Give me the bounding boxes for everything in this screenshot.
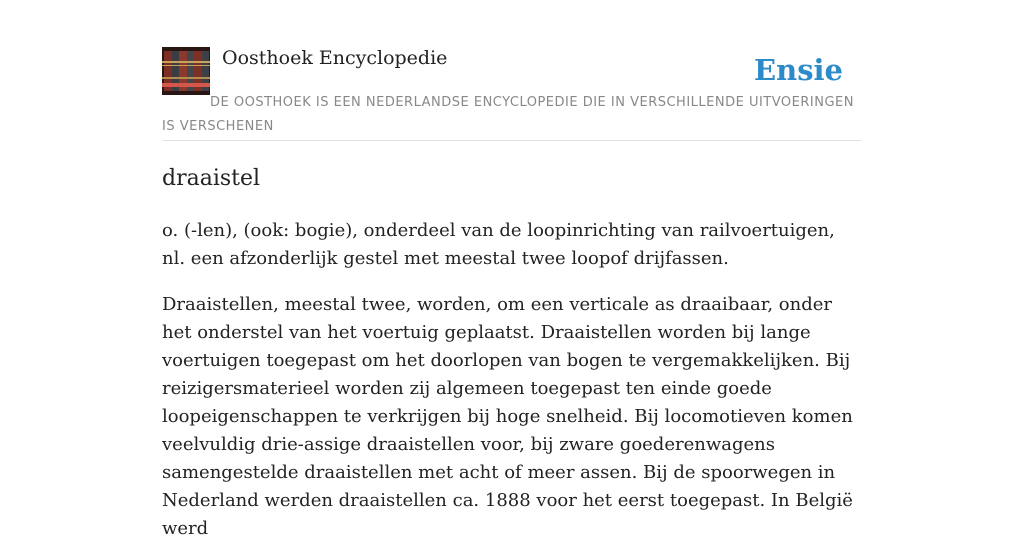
- site-tagline: DE OOSTHOEK IS EEN NEDERLANDSE ENCYCLOPEDIE DIE IN VERSCHILLENDE UITVOERINGEN IS VERSCHENEN: [162, 95, 854, 134]
- article-body: Draaistellen, meestal twee, worden, om een verticale as draaibaar, onder het onderstel van het voertuig geplaatst. Draaistellen worden bij lange voertuigen toegepast om het doorlopen van bogen te vergemakkelijken. Bij reizigersmaterieel worden zij algemeen toegepast ten einde goede loopeigenschappen te verkrijgen bij hoge snelheid. Bij locomotieven komen veelvuldig drie-assige draaistellen voor, bij zware goederenwagens samengestelde draaistellen met acht of meer assen. Bij de spoorwegen in Nederland werden draaistellen ca. 1888 voor het eerst toegepast. In België werd: [162, 294, 853, 539]
- site-header: [162, 46, 862, 141]
- article-title: draaistel: [162, 166, 261, 191]
- encyclopedia-books-icon[interactable]: [162, 47, 210, 95]
- site-name[interactable]: Oosthoek Encyclopedie: [222, 47, 448, 69]
- brand-logo[interactable]: Ensie: [754, 53, 843, 87]
- article-definition: o. (-len), (ook: bogie), onderdeel van de loopinrichting van railvoertuigen, nl. een afzonderlijk gestel met meestal twee loopof drijfassen.: [162, 220, 835, 269]
- article: [162, 163, 862, 543]
